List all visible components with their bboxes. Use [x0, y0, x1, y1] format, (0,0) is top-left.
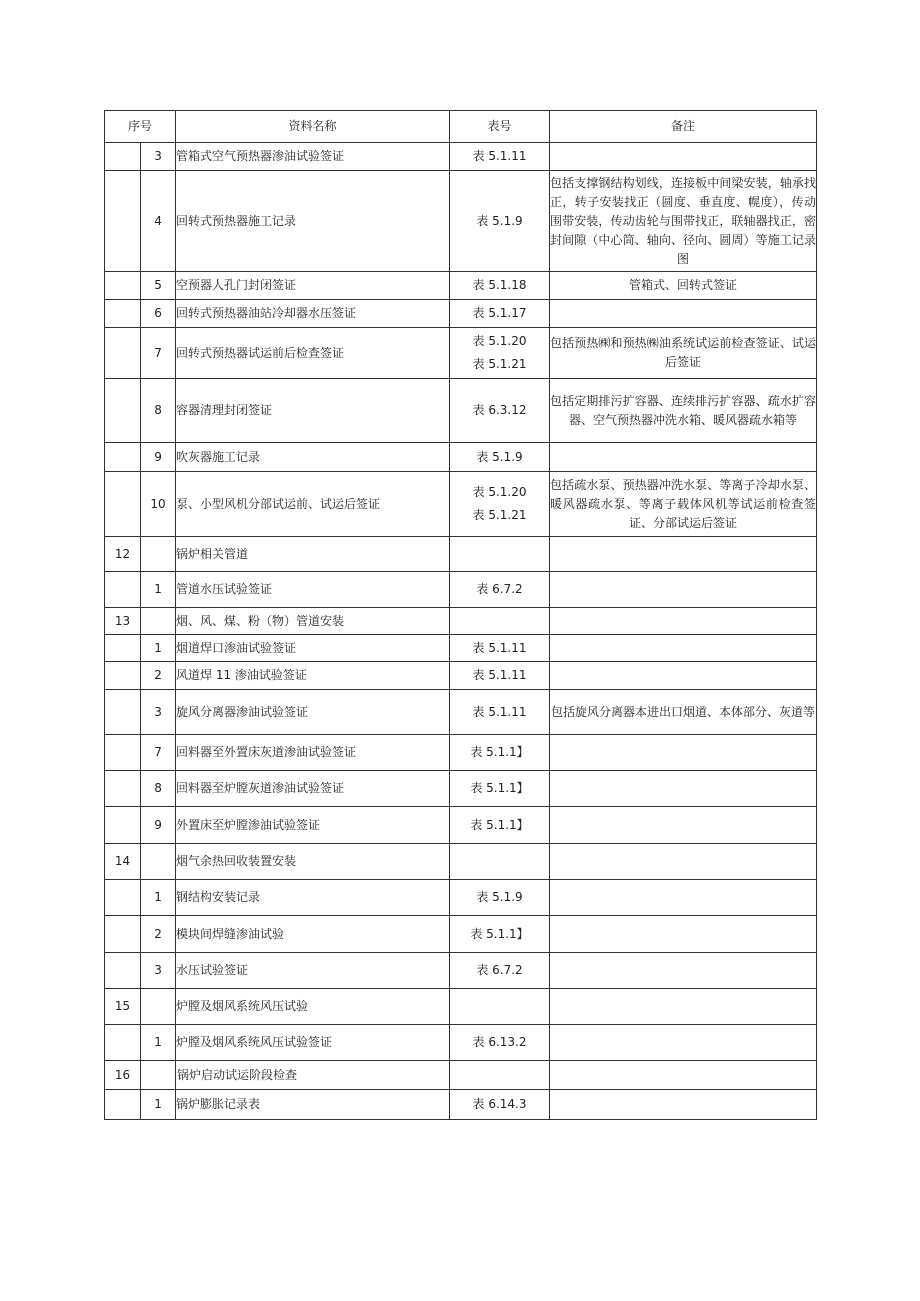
sheet-code-line: 表 5.1.1】: [470, 817, 529, 832]
row-remark: [550, 916, 817, 953]
row-sheet-code: [450, 472, 550, 537]
row-document-name: 水压试验签证: [176, 953, 450, 989]
table-row: [105, 443, 817, 472]
row-remark: [550, 771, 817, 807]
sheet-code-line: 表 6.13.2: [472, 1035, 527, 1049]
row-sheet-code: [450, 171, 550, 272]
row-document-name: 模块间焊缝渗油试验: [176, 916, 450, 953]
sheet-code-line: 表 6.7.2: [476, 582, 523, 596]
sheet-code-line: 表 6.3.12: [472, 403, 527, 417]
sheet-code-line: 表 5.1.1】: [470, 926, 529, 941]
row-sub-number: 1: [141, 572, 176, 608]
table-row: [105, 953, 817, 989]
row-sub-number: [141, 537, 176, 572]
row-sub-number: 8: [141, 771, 176, 807]
row-sheet-code: [450, 953, 550, 989]
sheet-code-line: 表 6.14.3: [472, 1097, 527, 1111]
row-document-name: 容器清理封闭签证: [176, 379, 450, 443]
table-row: [105, 880, 817, 916]
row-document-name: 回料器至炉膛灰道渗油试验签证: [176, 771, 450, 807]
sheet-code-line: 表 5.1.11: [472, 704, 527, 719]
row-sheet-code: [450, 143, 550, 171]
row-document-name: 回转式预热器施工记录: [176, 171, 450, 272]
row-document-name: 管箱式空气预热器渗油试验签证: [176, 143, 450, 171]
row-sub-number: 10: [141, 472, 176, 537]
row-main-number: [105, 443, 141, 472]
row-document-name: 锅炉膨胀记录表: [176, 1090, 450, 1120]
row-sub-number: 7: [141, 735, 176, 771]
row-main-number: [105, 472, 141, 537]
row-sub-number: 1: [141, 635, 176, 662]
row-document-name: 烟、风、煤、粉（物）管道安装: [176, 608, 450, 635]
table-row: [105, 171, 817, 272]
row-remark: 包括支撑钢结构划线，连接板中间梁安装，轴承找正，转子安装找正（圆度、垂直度、幌度），传动围带安装，传动齿轮与围带找正，联轴器找正，密封间隙（中心筒、轴向、径向、圆周）等施工记录图: [550, 171, 817, 272]
sheet-code-line: 表 5.1.1】: [470, 745, 529, 759]
row-sheet-code: [450, 662, 550, 690]
row-sub-number: [141, 989, 176, 1025]
table-row: [105, 916, 817, 953]
row-sheet-code: [450, 844, 550, 880]
row-sub-number: 1: [141, 1090, 176, 1120]
row-remark: [550, 662, 817, 690]
row-document-name: 回转式预热器试运前后检查签证: [176, 328, 450, 379]
table-row: [105, 1090, 817, 1120]
row-main-number: [105, 1025, 141, 1061]
row-document-name: 炉膛及烟风系统风压试验签证: [176, 1025, 450, 1061]
row-sub-number: 3: [141, 953, 176, 989]
table-header-row: [105, 111, 817, 143]
row-sub-number: 8: [141, 379, 176, 443]
row-document-name: 泵、小型风机分部试运前、试运后签证: [176, 472, 450, 537]
table-row: [105, 537, 817, 572]
document-table: [104, 110, 817, 1120]
row-remark: [550, 300, 817, 328]
row-main-number: [105, 1090, 141, 1120]
row-sub-number: 9: [141, 443, 176, 472]
table-row: [105, 989, 817, 1025]
table-row: [105, 771, 817, 807]
row-remark: 包括定期排污扩容器、连续排污扩容器、疏水扩容器、空气预热器冲洗水箱、暖风器疏水箱等: [550, 379, 817, 443]
sheet-code-line: 表 5.1.11: [472, 640, 527, 655]
row-main-number: [105, 300, 141, 328]
sheet-code-line: 表 5.1.20: [472, 334, 527, 348]
table-row: [105, 844, 817, 880]
row-sub-number: 6: [141, 300, 176, 328]
row-main-number: [105, 880, 141, 916]
sheet-code-line: 表 5.1.11: [472, 149, 527, 163]
table-row: [105, 635, 817, 662]
row-sheet-code: [450, 635, 550, 662]
table-row: [105, 379, 817, 443]
row-main-number: [105, 379, 141, 443]
row-sheet-code: [450, 880, 550, 916]
row-sheet-code: [450, 989, 550, 1025]
row-sub-number: 3: [141, 690, 176, 735]
row-main-number: 14: [105, 844, 141, 880]
row-remark: [550, 953, 817, 989]
row-remark: [550, 443, 817, 472]
row-document-name: 回转式预热器油站冷却器水压签证: [176, 300, 450, 328]
row-sheet-code: [450, 272, 550, 300]
table-body: [105, 143, 817, 1120]
header-note: 备注: [550, 111, 817, 143]
sheet-code-line: 表 5.1.1】: [470, 781, 529, 795]
row-remark: [550, 735, 817, 771]
sheet-code-line: 表 5.1.20: [472, 485, 527, 499]
sheet-code-line: 表 5.1.11: [472, 668, 527, 682]
row-sub-number: [141, 608, 176, 635]
row-document-name: 旋风分离器渗油试验签证: [176, 690, 450, 735]
row-sub-number: 2: [141, 916, 176, 953]
row-sheet-code: [450, 328, 550, 379]
table-row: [105, 807, 817, 844]
row-main-number: [105, 807, 141, 844]
row-sub-number: 4: [141, 171, 176, 272]
row-main-number: [105, 916, 141, 953]
row-remark: 包括疏水泵、预热器冲洗水泵、等离子冷却水泵、暖风器疏水泵、等离子载体风机等试运前检查签证、分部试运后签证: [550, 472, 817, 537]
row-sub-number: 1: [141, 880, 176, 916]
row-main-number: [105, 635, 141, 662]
row-sheet-code: [450, 572, 550, 608]
row-sub-number: 3: [141, 143, 176, 171]
row-sub-number: [141, 844, 176, 880]
row-remark: [550, 880, 817, 916]
row-sub-number: 9: [141, 807, 176, 844]
row-document-name: 烟道焊口渗油试验签证: [176, 635, 450, 662]
table-row: [105, 472, 817, 537]
row-main-number: [105, 953, 141, 989]
row-remark: [550, 572, 817, 608]
row-document-name: 炉膛及烟风系统风压试验: [176, 989, 450, 1025]
table-row: [105, 1025, 817, 1061]
row-main-number: [105, 272, 141, 300]
row-remark: [550, 844, 817, 880]
row-document-name: 空预器人孔门封闭签证: [176, 272, 450, 300]
row-main-number: [105, 572, 141, 608]
row-sub-number: 7: [141, 328, 176, 379]
row-remark: [550, 807, 817, 844]
sheet-code-line: 表 5.1.21: [472, 357, 527, 371]
row-remark: 包括旋风分离器本进出口烟道、本体部分、灰道等: [550, 690, 817, 735]
row-sheet-code: [450, 735, 550, 771]
row-remark: [550, 635, 817, 662]
row-remark: [550, 989, 817, 1025]
row-main-number: [105, 690, 141, 735]
row-document-name: 回料器至外置床灰道渗油试验签证: [176, 735, 450, 771]
header-name: 资料名称: [176, 111, 450, 143]
row-document-name: 风道焊 11 渗油试验签证: [176, 662, 450, 690]
row-document-name: 烟气余热回收装置安装: [176, 844, 450, 880]
row-sheet-code: [450, 1061, 550, 1090]
row-sub-number: [141, 1061, 176, 1090]
row-sheet-code: [450, 690, 550, 735]
row-sheet-code: [450, 608, 550, 635]
row-sheet-code: [450, 916, 550, 953]
row-sheet-code: [450, 379, 550, 443]
row-main-number: [105, 735, 141, 771]
row-document-name: 管道水压试验签证: [176, 572, 450, 608]
row-main-number: 15: [105, 989, 141, 1025]
row-remark: 管箱式、回转式签证: [550, 272, 817, 300]
row-main-number: 16: [105, 1061, 141, 1090]
table-row: [105, 662, 817, 690]
row-sheet-code: [450, 300, 550, 328]
sheet-code-line: 表 6.7.2: [476, 963, 523, 977]
row-main-number: [105, 171, 141, 272]
table-row: [105, 608, 817, 635]
row-remark: 包括预热㈱和预热㈱油系统试运前检查签证、试运后签证: [550, 328, 817, 379]
table-row: [105, 690, 817, 735]
row-document-name: 吹灰器施工记录: [176, 443, 450, 472]
table-row: [105, 1061, 817, 1090]
row-document-name: 外置床至炉膛渗油试验签证: [176, 807, 450, 844]
row-document-name: 钢结构安装记录: [176, 880, 450, 916]
row-sheet-code: [450, 537, 550, 572]
row-main-number: [105, 662, 141, 690]
row-main-number: 13: [105, 608, 141, 635]
table-row: [105, 572, 817, 608]
sheet-code-line: 表 5.1.17: [472, 306, 527, 320]
table-row: [105, 272, 817, 300]
header-seq: 序号: [105, 111, 176, 143]
row-remark: [550, 608, 817, 635]
row-sheet-code: [450, 1025, 550, 1061]
table-row: [105, 735, 817, 771]
row-document-name: 锅炉启动试运阶段检查: [176, 1061, 450, 1090]
row-main-number: [105, 771, 141, 807]
row-sub-number: 2: [141, 662, 176, 690]
sheet-code-line: 表 5.1.9: [476, 449, 523, 464]
row-sub-number: 5: [141, 272, 176, 300]
row-sub-number: 1: [141, 1025, 176, 1061]
sheet-code-line: 表 5.1.21: [472, 508, 527, 522]
row-main-number: [105, 328, 141, 379]
row-sheet-code: [450, 1090, 550, 1120]
row-sheet-code: [450, 443, 550, 472]
sheet-code-line: 表 5.1.9: [476, 890, 523, 904]
row-remark: [550, 1025, 817, 1061]
table-row: [105, 143, 817, 171]
row-remark: [550, 537, 817, 572]
table-row: [105, 328, 817, 379]
row-remark: [550, 143, 817, 171]
row-main-number: [105, 143, 141, 171]
sheet-code-line: 表 5.1.9: [476, 213, 523, 228]
row-remark: [550, 1090, 817, 1120]
row-document-name: 锅炉相关管道: [176, 537, 450, 572]
row-main-number: 12: [105, 537, 141, 572]
header-code: 表号: [450, 111, 550, 143]
table-row: [105, 300, 817, 328]
sheet-code-line: 表 5.1.18: [472, 278, 527, 292]
row-sheet-code: [450, 807, 550, 844]
row-sheet-code: [450, 771, 550, 807]
row-remark: [550, 1061, 817, 1090]
